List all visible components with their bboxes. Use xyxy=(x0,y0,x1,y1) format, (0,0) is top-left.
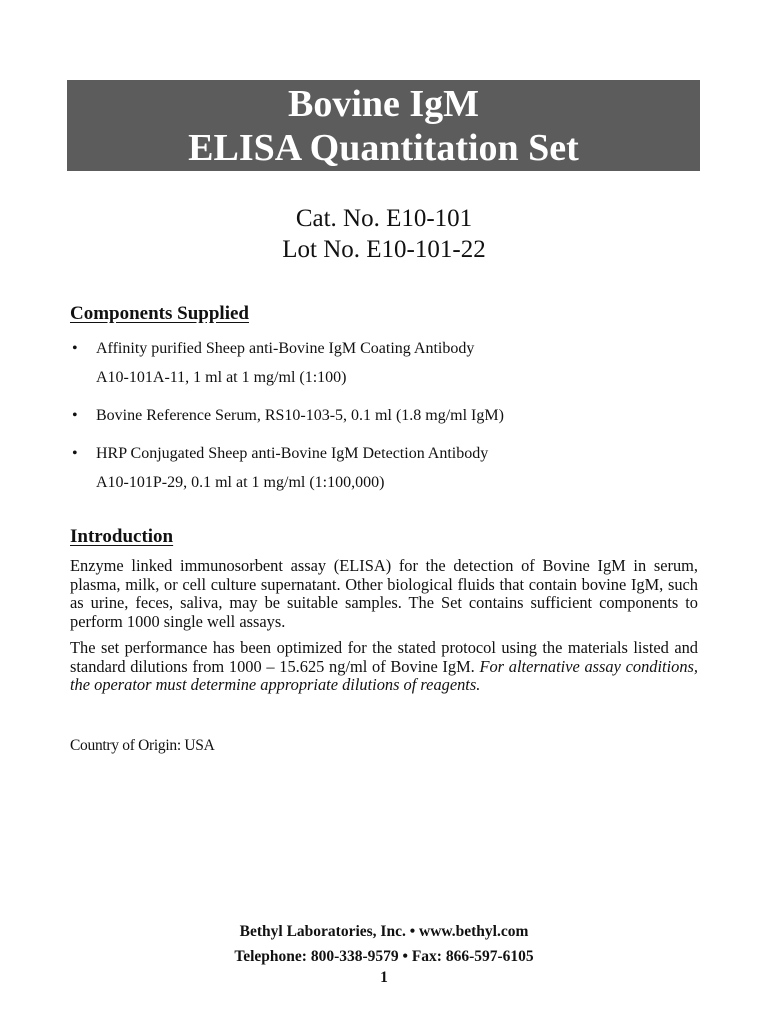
list-item xyxy=(70,401,710,430)
footer-company-line: Bethyl Laboratories, Inc. • www.bethyl.com xyxy=(239,923,529,940)
introduction-body xyxy=(70,557,698,703)
lot-number: Lot No. E10-101-22 xyxy=(282,236,486,263)
list-item xyxy=(70,334,710,392)
bullet-icon: • xyxy=(72,445,78,462)
component-line: Bovine Reference Serum, RS10-103-5, 0.1 ml (1.8 mg/ml IgM) xyxy=(96,407,504,424)
title-line-1: Bovine IgM xyxy=(287,83,480,125)
components-list xyxy=(70,334,710,506)
introduction-heading: Introduction xyxy=(70,526,174,547)
component-line: A10-101P-29, 0.1 ml at 1 mg/ml (1:100,000) xyxy=(96,474,385,491)
footer-contact-line: Telephone: 800-338-9579 • Fax: 866-597-6105 xyxy=(234,948,534,965)
list-item xyxy=(70,439,710,497)
footer xyxy=(0,919,768,969)
country-of-origin: Country of Origin: USA xyxy=(70,737,215,754)
title-line-2: ELISA Quantitation Set xyxy=(188,127,579,169)
catalog-info xyxy=(0,203,768,265)
intro-paragraph-2-italic: For alternative assay conditions, the operator must determine appropriate dilutions of reagents. xyxy=(70,656,698,694)
component-line: A10-101A-11, 1 ml at 1 mg/ml (1:100) xyxy=(96,369,347,386)
intro-paragraph-1: Enzyme linked immunosorbent assay (ELISA) for the detection of Bovine IgM in serum, plasma, milk, or cell culture supernatant. Other biological fluids that contain bovine IgM, such as urine, feces, saliva, may be suitable samples. The Set contains sufficient components to perform 1000 single well assays. xyxy=(70,556,698,631)
component-line: Affinity purified Sheep anti-Bovine IgM Coating Antibody xyxy=(96,340,475,357)
title-banner xyxy=(67,80,700,171)
intro-paragraph-2 xyxy=(70,639,698,695)
components-heading: Components Supplied xyxy=(70,303,249,324)
page-number: 1 xyxy=(380,969,388,986)
component-line: HRP Conjugated Sheep anti-Bovine IgM Detection Antibody xyxy=(96,445,489,462)
bullet-icon: • xyxy=(72,340,78,357)
intro-paragraph-2-text: The set performance has been optimized for the stated protocol using the materials listed and standard dilutions from 1000 – 15.625 ng/ml of Bovine IgM. xyxy=(70,638,698,676)
bullet-icon: • xyxy=(72,407,78,424)
cat-number: Cat. No. E10-101 xyxy=(295,205,473,232)
